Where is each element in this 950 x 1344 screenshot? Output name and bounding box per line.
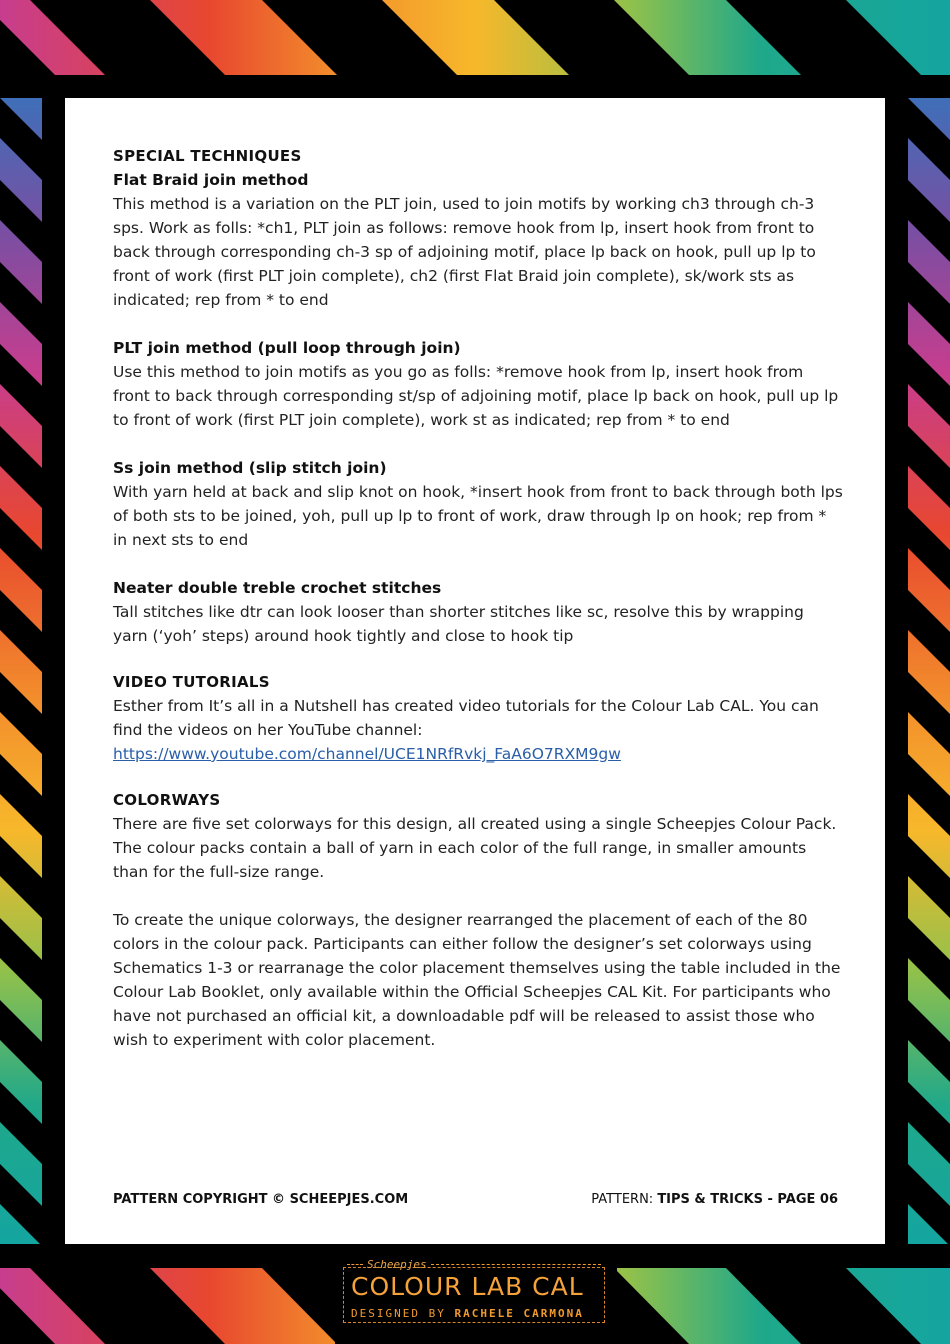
plt-join-title: PLT join method (pull loop through join) bbox=[113, 339, 461, 357]
colorways-para1: There are five set colorways for this design, all created using a single Scheepjes Colour Pack. The colour packs contain a ball of yarn in each color of the full range, in smaller amounts than for the full-size range. bbox=[113, 815, 837, 881]
right-stripe-border bbox=[908, 98, 950, 1244]
colour-lab-logo bbox=[343, 1258, 609, 1328]
top-stripes-svg bbox=[0, 0, 950, 75]
ss-join-body: With yarn held at back and slip knot on hook, *insert hook from front to back through both lps of both sts to be joined, yoh, pull up lp to front of work, draw through lp on hook; rep from * in next sts to end bbox=[113, 483, 843, 549]
special-techniques-heading: SPECIAL TECHNIQUES bbox=[113, 147, 302, 165]
youtube-channel-link[interactable]: https://www.youtube.com/channel/UCE1NRfRvkj_FaA6O7RXM9gw bbox=[113, 745, 621, 763]
left-stripe-border bbox=[0, 98, 42, 1244]
flat-braid-title: Flat Braid join method bbox=[113, 171, 309, 189]
neater-dtr-body: Tall stitches like dtr can look looser than shorter stitches like sc, resolve this by wrapping yarn (‘yoh’ steps) around hook tightly and close to hook tip bbox=[113, 603, 804, 645]
left-stripes-svg bbox=[0, 98, 42, 1244]
logo-title: COLOUR LAB CAL bbox=[351, 1272, 584, 1301]
colorways-para2: To create the unique colorways, the designer rearranged the placement of each of the 80 colors in the colour pack. Participants can either follow the designer’s set colorways using Schematics 1-3 or rearranage the color placement themselves using the table included in the Colour Lab Booklet, only available within the Official Scheepjes CAL Kit. For participants who have not purchased an official kit, a downloadable pdf will be released to assist those who wish to experiment with color placement. bbox=[113, 911, 841, 1049]
page-content bbox=[113, 144, 843, 1052]
logo-designed-by: DESIGNED BY bbox=[351, 1307, 446, 1320]
right-stripes-svg bbox=[908, 98, 950, 1244]
footer-pattern-label: PATTERN: bbox=[591, 1192, 658, 1207]
footer-pattern-value: TIPS & TRICKS - PAGE 06 bbox=[657, 1192, 838, 1207]
video-tutorials-heading: VIDEO TUTORIALS bbox=[113, 673, 270, 691]
video-tutorials-body: Esther from It’s all in a Nutshell has created video tutorials for the Colour Lab CAL. You can find the videos on her YouTube channel: bbox=[113, 697, 819, 739]
logo-designer-line bbox=[351, 1307, 584, 1320]
logo-designer-name: RACHELE CARMONA bbox=[454, 1307, 584, 1320]
footer-copyright: PATTERN COPYRIGHT © SCHEEPJES.COM bbox=[113, 1192, 409, 1207]
neater-dtr-title: Neater double treble crochet stitches bbox=[113, 579, 442, 597]
flat-braid-body: This method is a variation on the PLT join, used to join motifs by working ch3 through ch-3 sps. Work as folls: *ch1, PLT join as follows: remove hook from lp, insert hook from front to back through corresponding ch-3 sp of adjoining motif, place lp back on hook, pull up lp to front of work (first PLT join complete), ch2 (first Flat Braid join complete), sk/work sts as indicated; rep from * to end bbox=[113, 195, 816, 309]
colorways-heading: COLORWAYS bbox=[113, 791, 221, 809]
top-stripe-band bbox=[0, 0, 950, 75]
document-page bbox=[65, 98, 885, 1244]
plt-join-body: Use this method to join motifs as you go as folls: *remove hook from lp, insert hook from front to back through corresponding st/sp of adjoining motif, place lp back on hook, pull up lp to front of work (first PLT join complete), work st as indicated; rep from * to end bbox=[113, 363, 839, 429]
footer-pattern-info bbox=[591, 1192, 838, 1207]
logo-brand-script: Scheepjes bbox=[367, 1258, 427, 1271]
ss-join-title: Ss join method (slip stitch join) bbox=[113, 459, 387, 477]
page-footer bbox=[113, 1192, 838, 1207]
